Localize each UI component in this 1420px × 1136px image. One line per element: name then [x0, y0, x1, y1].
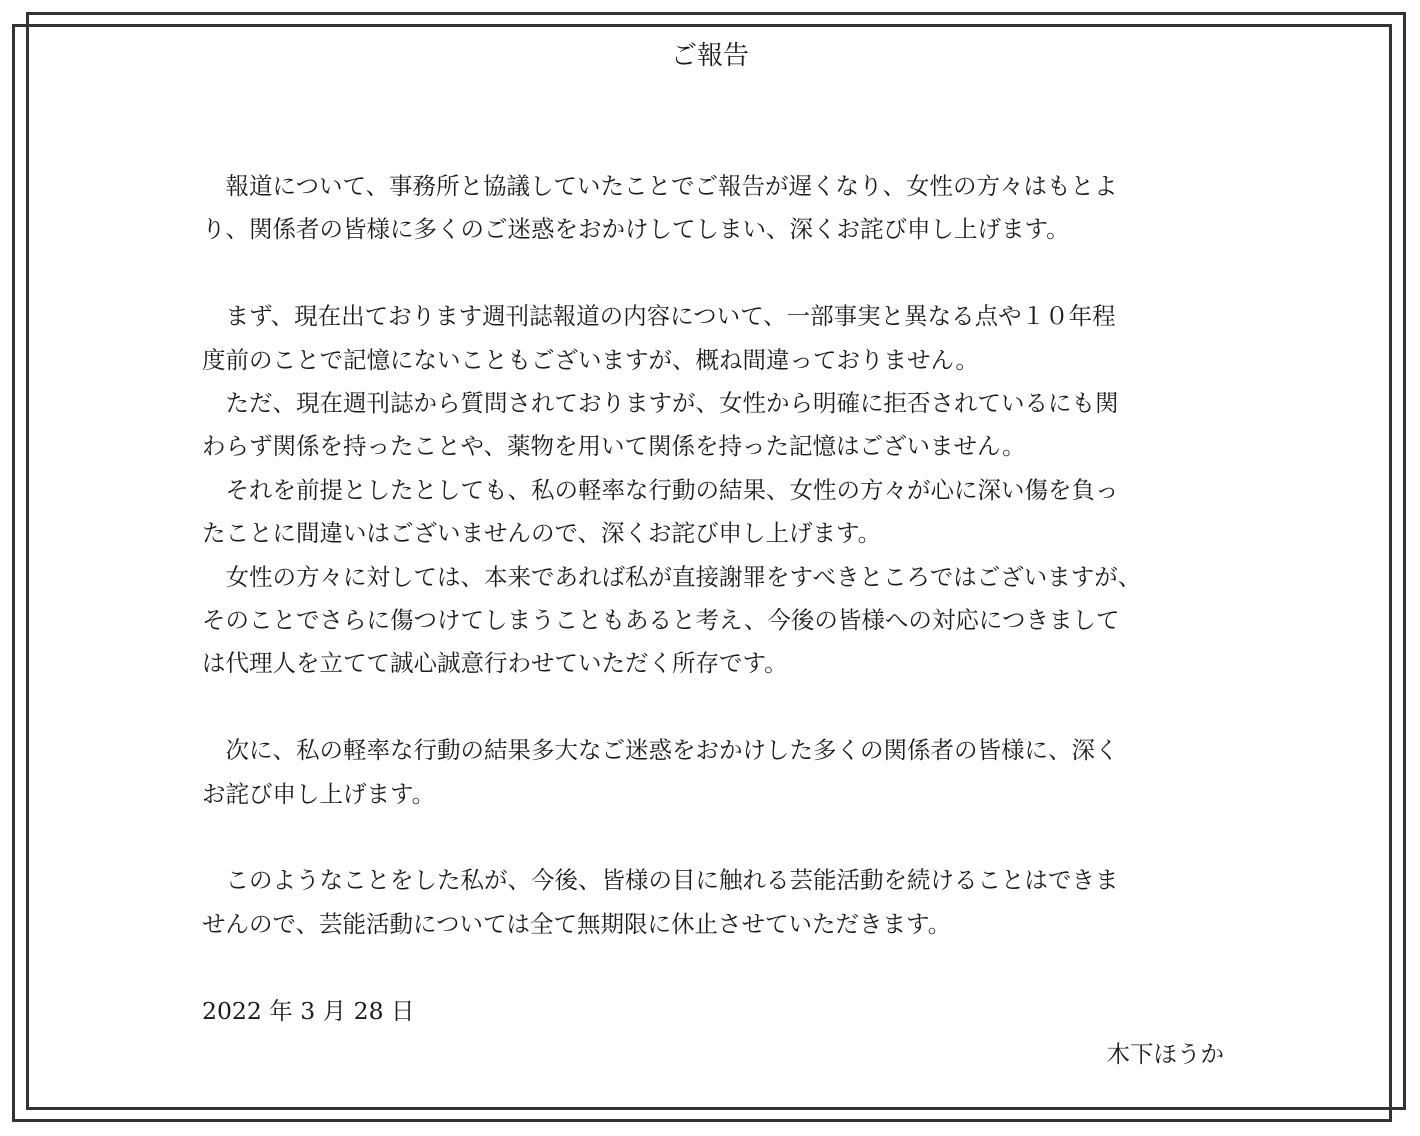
text-line: せんので、芸能活動については全て無期限に休止させていただきます。 — [202, 909, 952, 938]
signature-name: 木下ほうか — [1106, 1040, 1224, 1069]
paragraph-hiatus — [202, 859, 1232, 946]
paragraph-representative — [202, 556, 1232, 686]
paragraph-apology-delay — [202, 165, 1232, 252]
document-title: ご報告 — [670, 41, 749, 71]
paragraph-apology-stakeholders — [202, 729, 1232, 816]
paragraph-premise-apology — [202, 469, 1232, 556]
text-line: 次に、私の軽率な行動の結果多大なご迷惑をおかけした多くの関係者の皆様に、深く — [225, 736, 1119, 765]
text-line: わらず関係を持ったことや、薬物を用いて関係を持った記憶はございません。 — [202, 432, 1026, 461]
text-line: それを前提としたとしても、私の軽率な行動の結果、女性の方々が心に深い傷を負っ — [225, 475, 1119, 504]
text-line: まず、現在出ております週刊誌報道の内容について、一部事実と異なる点や１０年程 — [225, 302, 1116, 331]
text-line: り、関係者の皆様に多くのご迷惑をおかけしてしまい、深くお詫び申し上げます。 — [202, 215, 1070, 244]
text-line: そのことでさらに傷つけてしまうこともあると考え、今後の皆様への対応につきまして — [202, 606, 1120, 635]
statement-date: 2022 年 3 月 28 日 — [202, 996, 415, 1025]
text-line: たことに間違いはございませんので、深くお詫び申し上げます。 — [202, 519, 882, 548]
text-line: ただ、現在週刊誌から質問されておりますが、女性から明確に拒否されているにも関 — [225, 389, 1119, 418]
paragraph-denial — [202, 382, 1232, 469]
paragraph-report-content — [202, 295, 1232, 382]
text-line: は代理人を立てて誠心誠意行わせていただく所存です。 — [202, 649, 788, 678]
text-line: このようなことをした私が、今後、皆様の目に触れる芸能活動を続けることはできま — [225, 866, 1119, 895]
text-line: 度前のことで記憶にないこともございますが、概ね間違っておりません。 — [202, 345, 979, 374]
text-line: 報道について、事務所と協議していたことでご報告が遅くなり、女性の方々はもとよ — [225, 172, 1118, 200]
text-line: 女性の方々に対しては、本来であれば私が直接謝罪をすべきところではございますが、 — [225, 562, 1142, 591]
statement-body — [202, 165, 1232, 1076]
text-line: お詫び申し上げます。 — [202, 779, 436, 808]
